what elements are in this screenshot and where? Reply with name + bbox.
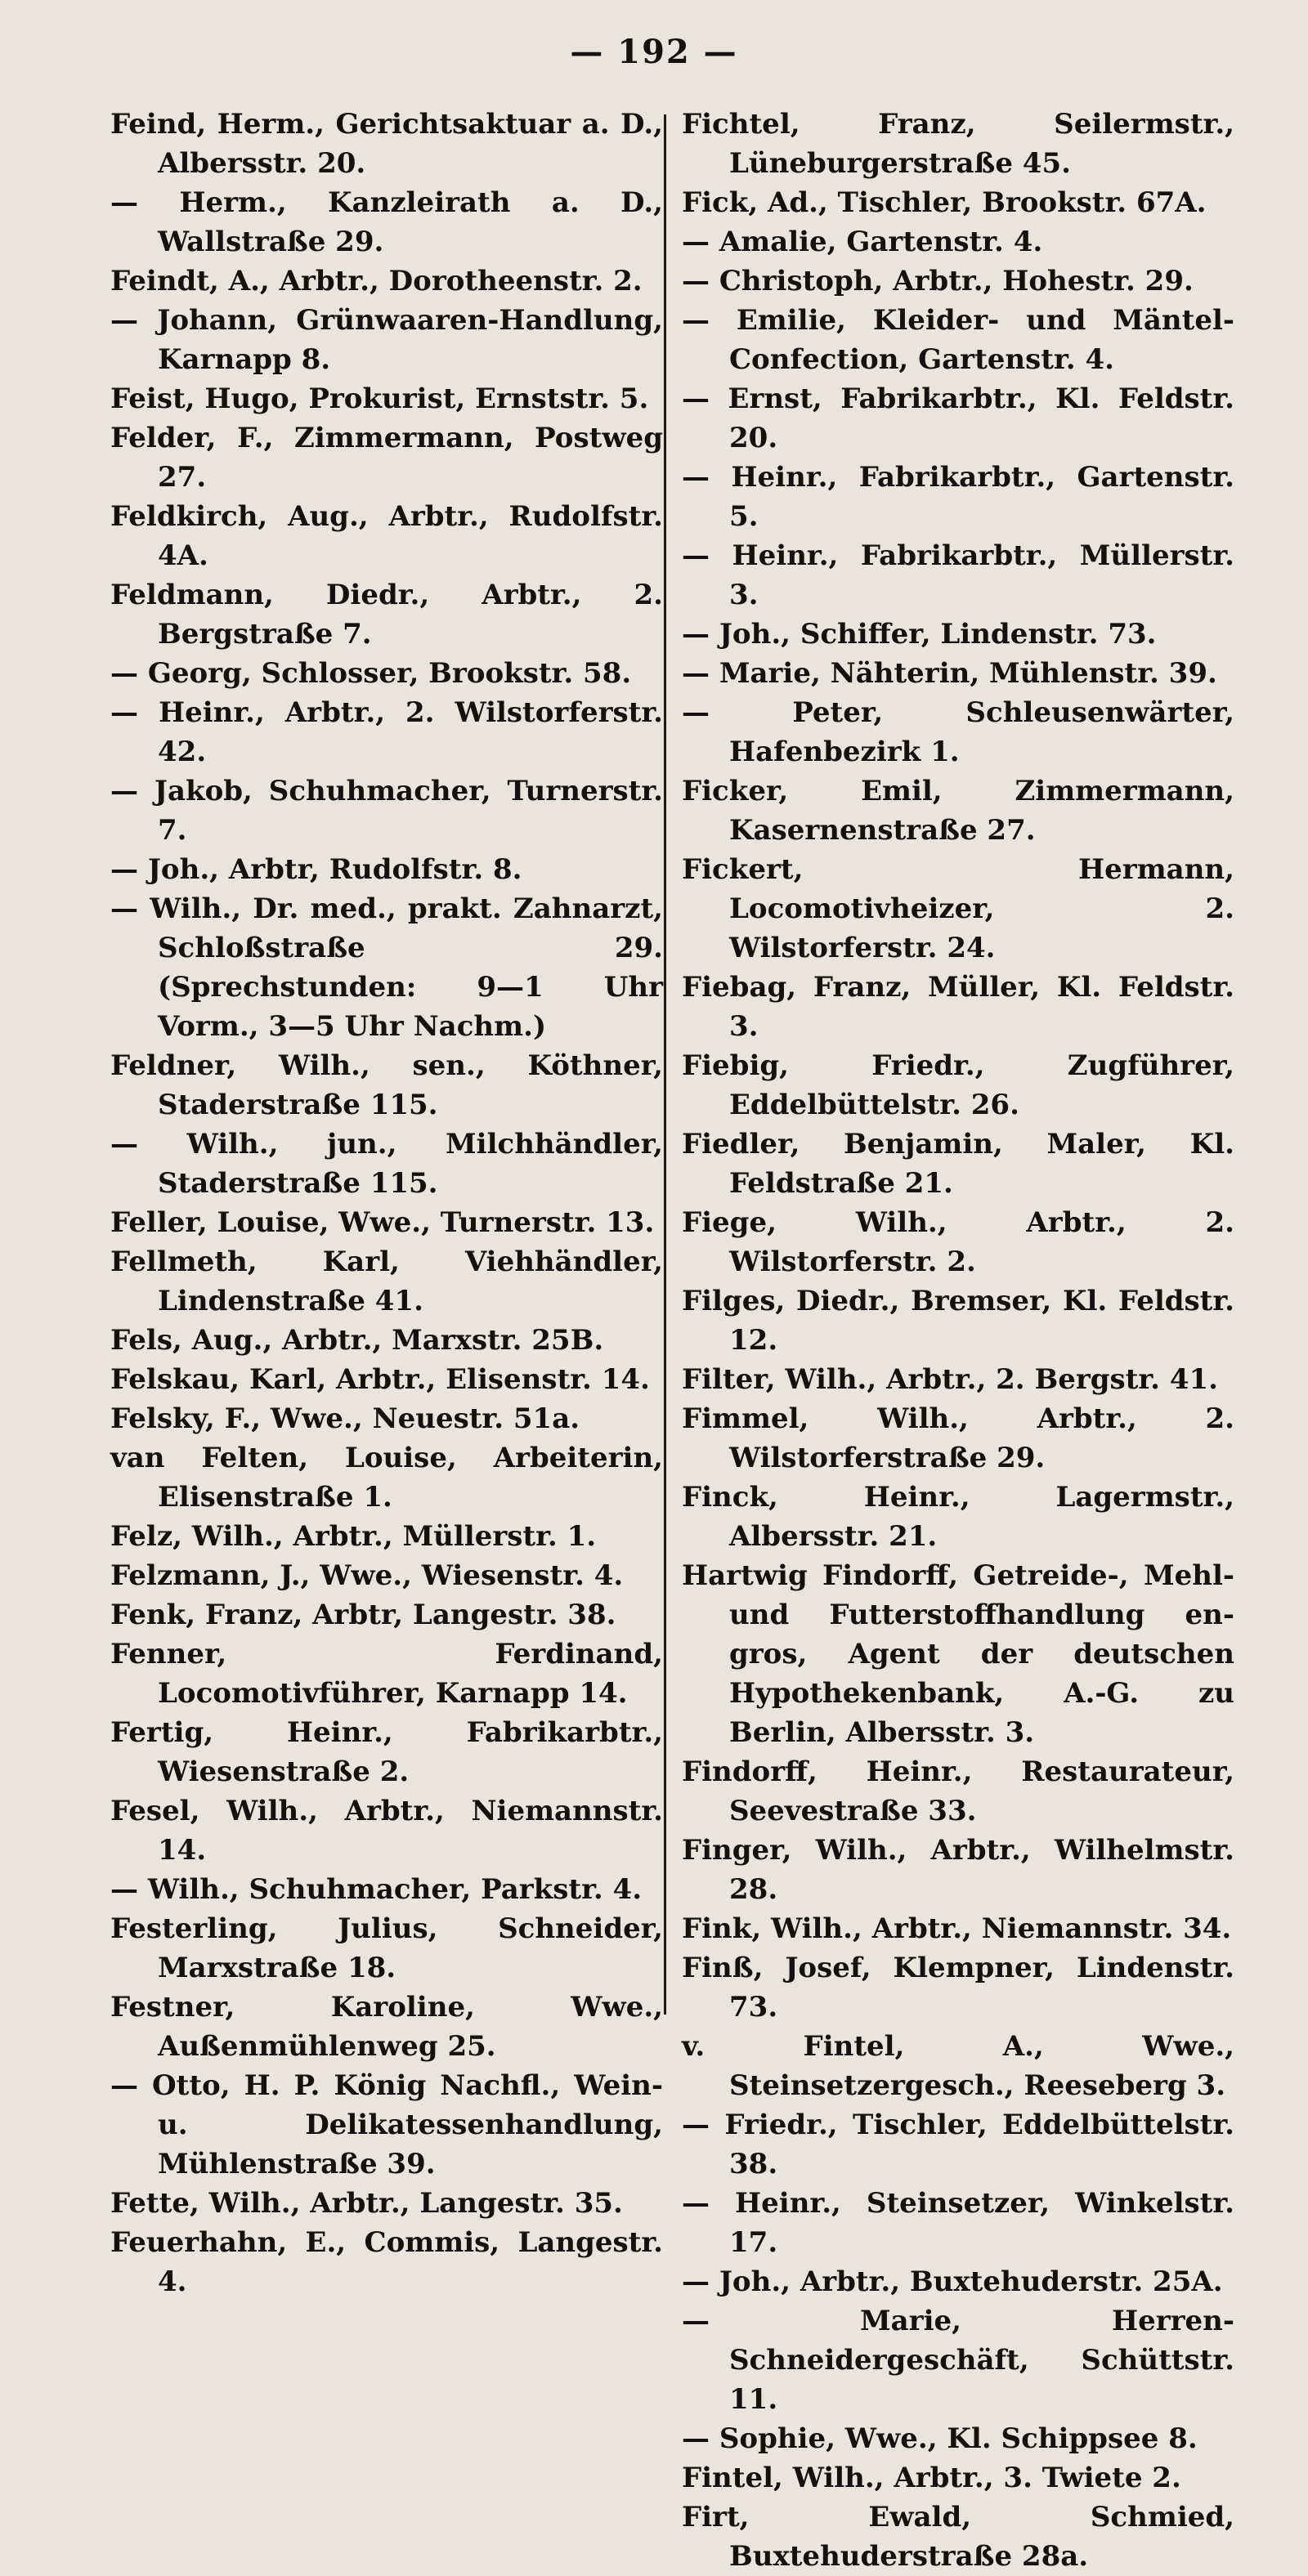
directory-entry: Fichtel, Franz, Seilermstr., Lüneburgerstraße 45. [682,108,1234,180]
directory-entry: Fink, Wilh., Arbtr., Niemannstr. 34. [682,1912,1232,1945]
directory-entry: Feuerhahn, E., Commis, Langestr. 4. [110,2226,663,2298]
directory-entry: — Johann, Grünwaaren-Handlung, Karnapp 8. [110,304,663,376]
directory-entry: — Wilh., Schuhmacher, Parkstr. 4. [110,1873,643,1906]
directory-entry: Feindt, A., Arbtr., Dorotheenstr. 2. [110,265,643,297]
directory-entry: Hartwig Findorff, Getreide-, Mehl- und Futterstoffhandlung en-gros, Agent der deutschen Hypothekenbank, A.-G. zu Berlin, Albersstr. 3. [682,1559,1234,1749]
directory-entry: Feist, Hugo, Prokurist, Ernststr. 5. [110,382,649,415]
directory-entry: Fellmeth, Karl, Viehhändler, Lindenstraße 41. [110,1246,663,1317]
directory-entry: Filter, Wilh., Arbtr., 2. Bergstr. 41. [682,1363,1218,1396]
directory-entry: Firt, Ewald, Schmied, Buxtehuderstraße 28a. [682,2501,1234,2573]
directory-entry: — Friedr., Tischler, Eddelbüttelstr. 38. [682,2109,1234,2180]
directory-entry: Ficker, Emil, Zimmermann, Kasernenstraße 27. [682,775,1234,847]
directory-entry: v. Fintel, A., Wwe., Steinsetzergesch., Reeseberg 3. [682,2030,1234,2102]
directory-entry: Feller, Louise, Wwe., Turnerstr. 13. [110,1206,655,1239]
directory-entry: Feind, Herm., Gerichtsaktuar a. D., Albersstr. 20. [110,108,663,180]
directory-entry: Festerling, Julius, Schneider, Marxstraße 18. [110,1912,663,1984]
directory-entry: Fenk, Franz, Arbtr, Langestr. 38. [110,1599,616,1631]
directory-entry: — Joh., Arbtr, Rudolfstr. 8. [110,853,522,886]
directory-entry: Feldner, Wilh., sen., Köthner, Staderstraße 115. [110,1049,663,1121]
directory-entry: — Georg, Schlosser, Brookstr. 58. [110,657,632,690]
directory-entry: — Heinr., Steinsetzer, Winkelstr. 17. [682,2187,1234,2259]
directory-entry: — Wilh., Dr. med., prakt. Zahnarzt, Schloßstraße 29. (Sprechstunden: 9—1 Uhr Vorm., 3—5 Uhr Nachm.) [110,892,663,1043]
directory-entry: — Emilie, Kleider- und Mäntel-Confection, Gartenstr. 4. [682,304,1234,376]
directory-entry: Felder, F., Zimmermann, Postweg 27. [110,422,663,494]
directory-entry: — Amalie, Gartenstr. 4. [682,226,1043,258]
directory-entry: Fimmel, Wilh., Arbtr., 2. Wilstorferstraße 29. [682,1402,1234,1474]
directory-entry: Fiebig, Friedr., Zugführer, Eddelbüttelstr. 26. [682,1049,1234,1121]
directory-entry: — Joh., Schiffer, Lindenstr. 73. [682,618,1157,651]
directory-entry: Finck, Heinr., Lagermstr., Albersstr. 21. [682,1481,1234,1553]
directory-entry: Festner, Karoline, Wwe., Außenmühlenweg 25. [110,1991,663,2063]
directory-entry: Feldkirch, Aug., Arbtr., Rudolfstr. 4A. [110,500,663,572]
directory-entry: Fertig, Heinr., Fabrikarbtr., Wiesenstraße 2. [110,1716,663,1788]
directory-entry: — Marie, Herren-Schneidergeschäft, Schüttstr. 11. [682,2305,1234,2416]
directory-entry: Finß, Josef, Klempner, Lindenstr. 73. [682,1952,1234,2024]
directory-entry: Fels, Aug., Arbtr., Marxstr. 25B. [110,1324,604,1357]
directory-entry: Fenner, Ferdinand, Locomotivführer, Karnapp 14. [110,1638,663,1710]
directory-entry: — Sophie, Wwe., Kl. Schippsee 8. [682,2422,1198,2455]
directory-entry: — Wilh., jun., Milchhändler, Staderstraße 115. [110,1128,663,1200]
directory-entry: Finger, Wilh., Arbtr., Wilhelmstr. 28. [682,1834,1234,1906]
directory-entry: Felz, Wilh., Arbtr., Müllerstr. 1. [110,1520,597,1553]
directory-entry: — Jakob, Schuhmacher, Turnerstr. 7. [110,775,663,847]
directory-entry: van Felten, Louise, Arbeiterin, Elisenstraße 1. [110,1442,663,1514]
directory-entry: Felskau, Karl, Arbtr., Elisenstr. 14. [110,1363,650,1396]
directory-entry: — Peter, Schleusenwärter, Hafenbezirk 1. [682,696,1234,768]
right-column [682,105,1234,2573]
directory-entry: Fesel, Wilh., Arbtr., Niemannstr. 14. [110,1795,663,1867]
directory-entry: — Ernst, Fabrikarbtr., Kl. Feldstr. 20. [682,382,1234,454]
directory-entry: Felzmann, J., Wwe., Wiesenstr. 4. [110,1559,624,1592]
directory-entry: Fiebag, Franz, Müller, Kl. Feldstr. 3. [682,971,1234,1043]
directory-entry: Fick, Ad., Tischler, Brookstr. 67A. [682,186,1207,219]
directory-entry: — Heinr., Arbtr., 2. Wilstorferstr. 42. [110,696,663,768]
directory-entry: — Marie, Nähterin, Mühlenstr. 39. [682,657,1217,690]
directory-entry: — Heinr., Fabrikarbtr., Gartenstr. 5. [682,461,1234,533]
directory-entry: Filges, Diedr., Bremser, Kl. Feldstr. 12. [682,1285,1234,1357]
directory-entry: Fette, Wilh., Arbtr., Langestr. 35. [110,2187,623,2220]
directory-entry: — Christoph, Arbtr., Hohestr. 29. [682,265,1194,297]
directory-entry: — Joh., Arbtr., Buxtehuderstr. 25A. [682,2265,1223,2298]
directory-entry: Feldmann, Diedr., Arbtr., 2. Bergstraße 7. [110,579,663,651]
column-divider [664,114,666,2015]
page-number: — 192 — [570,33,738,71]
directory-entry: — Heinr., Fabrikarbtr., Müllerstr. 3. [682,539,1234,611]
directory-entry: Felsky, F., Wwe., Neuestr. 51a. [110,1402,580,1435]
directory-entry: — Herm., Kanzleirath a. D., Wallstraße 29. [110,186,663,258]
directory-entry: Fiedler, Benjamin, Maler, Kl. Feldstraße 21. [682,1128,1234,1200]
directory-entry: Fickert, Hermann, Locomotivheizer, 2. Wilstorferstr. 24. [682,853,1234,964]
directory-entry: Findorff, Heinr., Restaurateur, Seevestraße 33. [682,1755,1234,1827]
directory-entry: Fintel, Wilh., Arbtr., 3. Twiete 2. [682,2462,1181,2494]
directory-entry: — Otto, H. P. König Nachfl., Wein- u. Delikatessenhandlung, Mühlenstraße 39. [110,2069,663,2180]
left-column [110,105,663,2298]
directory-entry: Fiege, Wilh., Arbtr., 2. Wilstorferstr. 2. [682,1206,1234,1278]
